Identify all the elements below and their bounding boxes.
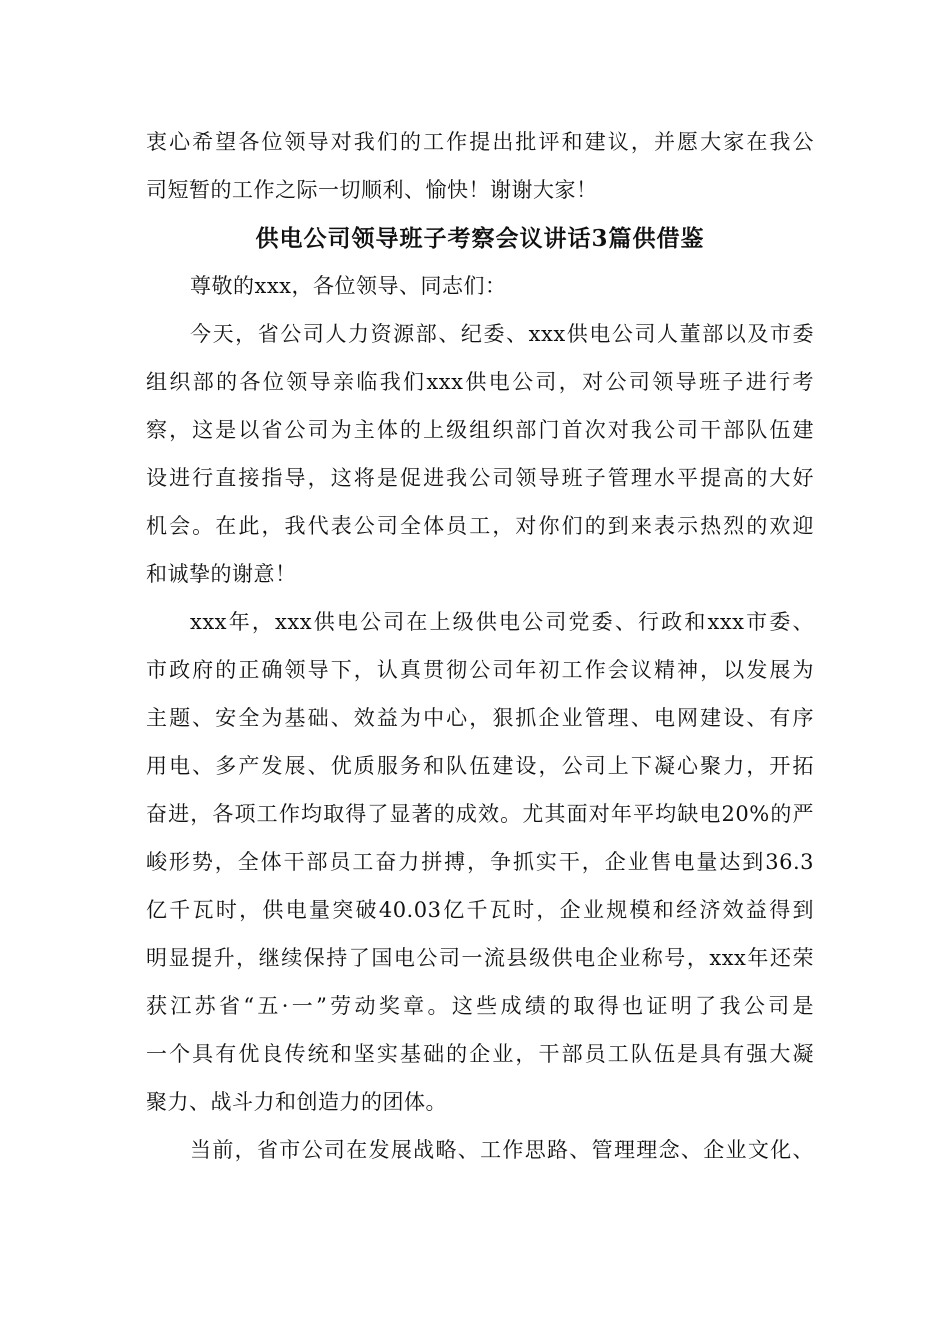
body-text-line: 峻形势，全体干部员工奋力拼搏，争抓实干，企业售电量达到36.3	[146, 850, 814, 874]
body-text-line: 司短暂的工作之际一切顺利、愉快！谢谢大家！	[146, 178, 598, 202]
body-text-line: xxx年，xxx供电公司在上级供电公司党委、行政和xxx市委、	[190, 610, 814, 634]
body-text-line: 衷心希望各位领导对我们的工作提出批评和建议，并愿大家在我公	[146, 130, 814, 154]
salutation: 尊敬的xxx，各位领导、同志们：	[190, 274, 507, 298]
body-text-line: 设进行直接指导，这将是促进我公司领导班子管理水平提高的大好	[146, 466, 814, 490]
body-text-line: 一个具有优良传统和坚实基础的企业，干部员工队伍是具有强大凝	[146, 1042, 814, 1066]
body-text-line: 今天，省公司人力资源部、纪委、xxx供电公司人董部以及市委	[190, 322, 814, 346]
body-text-line: 组织部的各位领导亲临我们xxx供电公司，对公司领导班子进行考	[146, 370, 814, 394]
body-text-line: 市政府的正确领导下，认真贯彻公司年初工作会议精神，以发展为	[146, 658, 814, 682]
body-text-line: 用电、多产发展、优质服务和队伍建设，公司上下凝心聚力，开拓	[146, 754, 814, 778]
document-title: 供电公司领导班子考察会议讲话3篇供借鉴	[255, 225, 705, 252]
body-text-line: 奋进，各项工作均取得了显著的成效。尤其面对年平均缺电20%的严	[146, 802, 814, 826]
body-text-line: 聚力、战斗力和创造力的团体。	[146, 1090, 447, 1114]
document-page	[146, 130, 814, 1163]
body-text-line: 和诚挚的谢意！	[146, 562, 297, 586]
body-text-line: 当前，省市公司在发展战略、工作思路、管理理念、企业文化、	[190, 1138, 814, 1162]
body-text-line: 机会。在此，我代表公司全体员工，对你们的到来表示热烈的欢迎	[146, 514, 814, 538]
body-text-line: 主题、安全为基础、效益为中心，狠抓企业管理、电网建设、有序	[146, 706, 814, 730]
body-text-line: 亿千瓦时，供电量突破40.03亿千瓦时，企业规模和经济效益得到	[146, 898, 814, 922]
body-text-line: 察，这是以省公司为主体的上级组织部门首次对我公司干部队伍建	[146, 418, 814, 442]
body-text-line: 获江苏省“五·一”劳动奖章。这些成绩的取得也证明了我公司是	[146, 994, 814, 1018]
body-text-line: 明显提升，继续保持了国电公司一流县级供电企业称号，xxx年还荣	[146, 946, 814, 970]
